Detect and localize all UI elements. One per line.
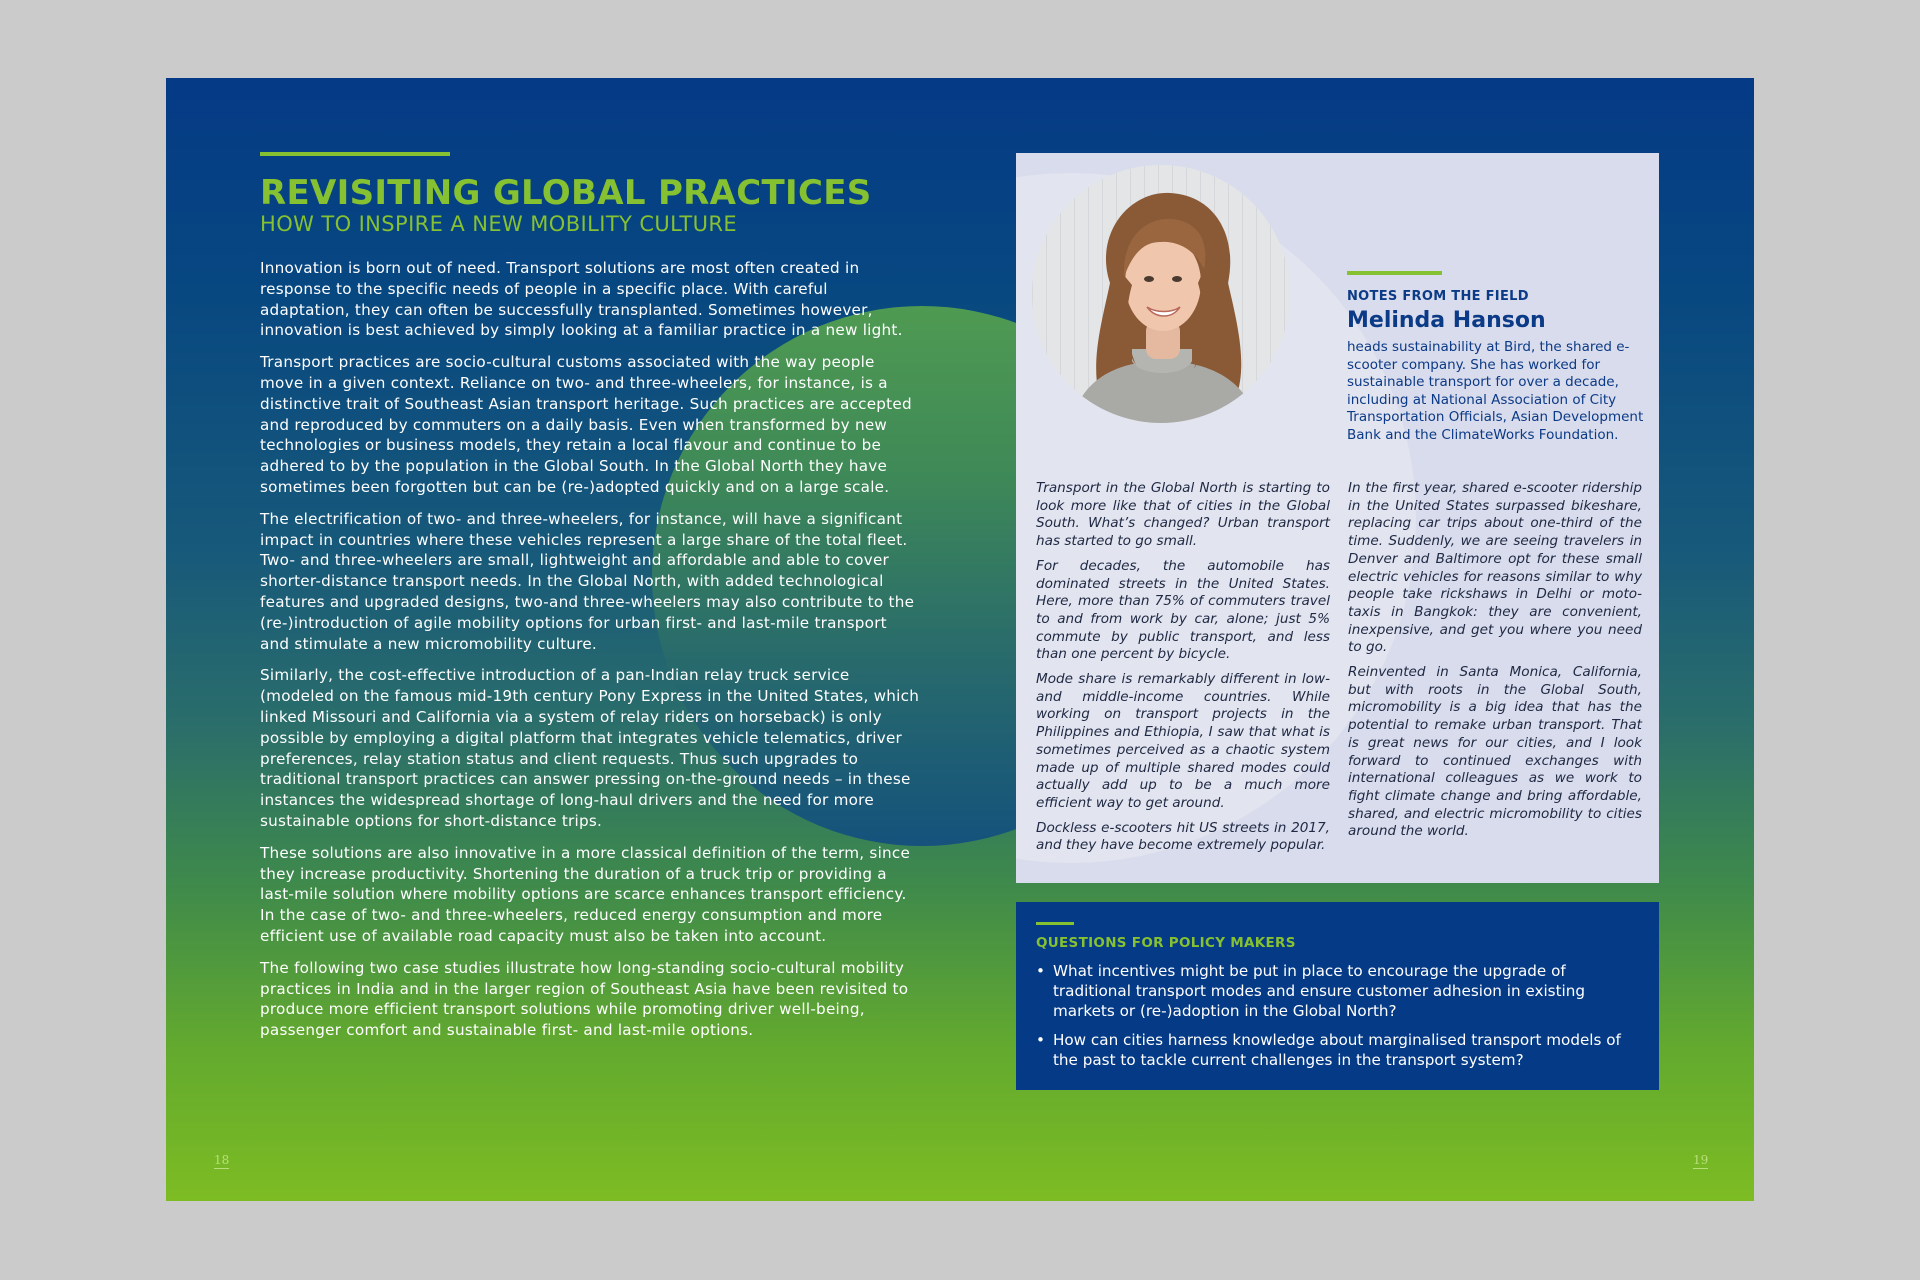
question-text: How can cities harness knowledge about marginalised transport models of the past to tackle current challenges in the transport system? — [1052, 1031, 1621, 1069]
body-paragraph: Innovation is born out of need. Transport solutions are most often created in response to the specific needs of people in a specific place. With careful adaptation, they can often be successfully transplanted. Sometimes however, innovation is best achieved by simply looking at a familiar practice in a new light. — [260, 259, 903, 340]
body-paragraph: The electrification of two- and three-wheelers, for instance, will have a significant impact in countries where these vehicles represent a large share of the total fleet. Two- and three-wheelers are small, lightweight and affordable and able to cover shorter-distance transport needs. In the Global North, with added technological features and upgraded designs, two-and three-wheelers may also contribute to the (re-)introduction of agile mobility options for urban first- and last-mile transport and stimulate a new micromobility culture. — [260, 509, 915, 653]
body-paragraph: These solutions are also innovative in a more classical definition of the term, since they increase productivity. Shortening the duration of a truck trip or providing a last-mile solution where mobility options are scarce enhances transport efficiency. In the case of two- and three-wheelers, reduced energy consumption and more efficient use of available road capacity must also be taken into account. — [260, 843, 911, 945]
notes-header — [1347, 271, 1647, 445]
page-number-left: 18 — [214, 1153, 230, 1167]
notes-column-1 — [1036, 480, 1330, 862]
question-text: What incentives might be put in place to encourage the upgrade of traditional transport modes and ensure customer adhesion in existing markets or (re-)adoption in the Global North? — [1052, 962, 1586, 1020]
question-item — [1036, 961, 1639, 1021]
notes-rule — [1347, 271, 1442, 275]
questions-label: QUESTIONS FOR POLICY MAKERS — [1036, 935, 1296, 951]
notes-paragraph: For decades, the automobile has dominated streets in the United States. Here, more than 75% of commuters travel to and from work by car, alone; just 5% commute by public transport, and less than one percent by bicycle. — [1036, 557, 1330, 663]
body-paragraph: The following two case studies illustrate how long-standing socio-cultural mobility practices in India and in the larger region of Southeast Asia have been revisited to produce more efficient transport solutions while promoting driver well-being, passenger comfort and sustainable first- and last-mile options. — [260, 958, 909, 1040]
questions-box — [1016, 902, 1659, 1090]
portrait-illustration — [1032, 165, 1290, 423]
notes-paragraph: Mode share is remarkably different in low- and middle-income countries. While working on transport projects in the Philippines and Ethiopia, I saw that what is sometimes perceived as a chaotic system made up of multiple shared modes could actually add up to be a much more efficient way to get around. — [1036, 671, 1330, 811]
question-item — [1036, 1030, 1639, 1070]
notes-paragraph: Transport in the Global North is starting to look more like that of cities in the Global South. What’s changed? Urban transport has started to go small. — [1036, 480, 1330, 550]
bullet: • — [1036, 962, 1045, 980]
portrait-photo — [1032, 165, 1290, 423]
questions-rule — [1036, 922, 1074, 925]
page-subtitle: HOW TO INSPIRE A NEW MOBILITY CULTURE — [260, 212, 738, 236]
notes-paragraph: Dockless e-scooters hit US streets in 2017, and they have become extremely popular. — [1036, 819, 1330, 854]
notes-column-2 — [1348, 480, 1642, 848]
author-bio: heads sustainability at Bird, the shared e-scooter company. She has worked for sustainable transport for over a decade, including at National Association of City Transportation Officials, Asian Development Bank and the ClimateWorks Foundation. — [1347, 339, 1644, 443]
author-name: Melinda Hanson — [1347, 308, 1546, 333]
brochure-spread — [166, 78, 1754, 1201]
notes-paragraph: In the first year, shared e-scooter ridership in the United States surpassed bikeshare, replacing car trips about one-third of the time. Suddenly, we are seeing travelers in Denver and Baltimore opt for these small electric vehicles for reasons similar to why people take rickshaws in Delhi or moto-taxis in Bangkok: they are convenient, inexpensive, and get you where you need to go. — [1348, 480, 1642, 656]
bullet: • — [1036, 1031, 1045, 1049]
notes-paragraph: Reinvented in Santa Monica, California, but with roots in the Global South, micromobility is a big idea that has the potential to remake urban transport. That is great news for our cities, and I look forward to continued exchanges with international colleagues as we work to fight climate change and bring affordable, shared, and electric micromobility to cities around the world. — [1348, 664, 1642, 840]
notes-label: NOTES FROM THE FIELD — [1347, 289, 1529, 304]
body-paragraph: Transport practices are socio-cultural customs associated with the way people move in a given context. Reliance on two- and three-wheelers, for instance, is a distinctive trait of Southeast Asian transport heritage. Such practices are accepted and reproduced by commuters on a daily basis. Even when transformed by new technologies or business models, they retain a local flavour and continue to be adhered to by the population in the Global South. In the Global North they have sometimes been forgotten but can be (re-)adopted quickly and on a large scale. — [260, 353, 912, 496]
left-page-content — [260, 152, 920, 1052]
title-rule — [260, 152, 450, 156]
body-paragraph: Similarly, the cost-effective introduction of a pan-Indian relay truck service (modeled on the famous mid-19th century Pony Express in the United States, which linked Missouri and California via a system of relay riders on horseback) is only possible by employing a digital platform that integrates vehicle telematics, driver preferences, relay station status and client requests. Thus such upgrades to traditional transport practices can answer pressing on-the-ground needs – in these instances the widespread shortage of long-haul drivers and the need for more sustainable options for short-distance trips. — [260, 666, 920, 830]
page-number-right: 19 — [1693, 1153, 1709, 1167]
notes-from-the-field-box — [1016, 153, 1659, 883]
page-title: REVISITING GLOBAL PRACTICES — [260, 173, 872, 213]
